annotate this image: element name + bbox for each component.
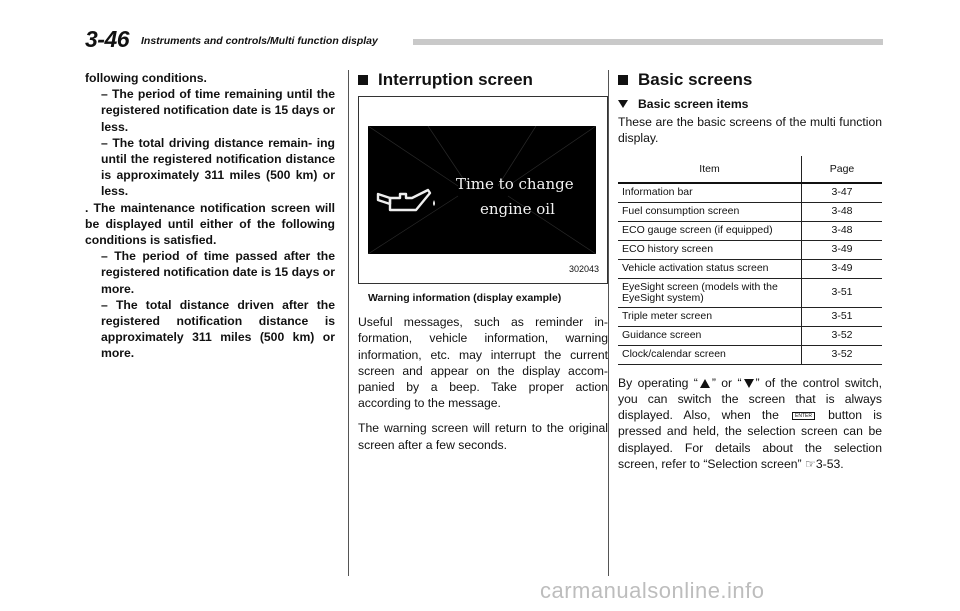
- operation-text-part: By operating “: [618, 375, 698, 390]
- section-title: Instruments and controls/Multi function display: [141, 35, 378, 47]
- screen-message-line2: engine oil: [480, 200, 555, 218]
- table-row: [618, 326, 882, 345]
- table-row: [618, 221, 882, 240]
- operation-text-part: ” of the control switch, you can switch the screen that is always displayed. Also, when the: [618, 375, 882, 423]
- lead-text: following conditions.: [85, 71, 207, 85]
- down-arrow-icon: [744, 379, 754, 388]
- row-item: Clock/calendar screen: [618, 345, 802, 364]
- display-screen: [368, 126, 596, 254]
- row-item: Fuel consumption screen: [618, 202, 802, 221]
- column-header-page: Page: [802, 156, 883, 183]
- basic-screens-table: [618, 156, 882, 365]
- intro-text: These are the basic screens of the multi function display.: [618, 115, 882, 146]
- table-row: [618, 202, 882, 221]
- row-page: 3-52: [802, 345, 883, 364]
- up-arrow-icon: [700, 379, 710, 388]
- table-row: [618, 240, 882, 259]
- condition-item: – The period of time remaining until the registered notification date is 15 days or less.: [101, 87, 335, 134]
- screen-message-line1: Time to change: [456, 175, 574, 193]
- operation-text: [618, 375, 882, 472]
- row-page: 3-48: [802, 221, 883, 240]
- column-left: [85, 70, 335, 362]
- enter-button-icon: ENTER: [792, 412, 815, 420]
- table-row: [618, 307, 882, 326]
- row-item: Vehicle activation status screen: [618, 259, 802, 278]
- watermark: carmanualsonline.info: [540, 578, 765, 603]
- square-bullet-icon: [358, 75, 368, 85]
- square-bullet-icon: [618, 75, 628, 85]
- page-header: [85, 26, 881, 56]
- figure-caption: Warning information (display example): [368, 292, 562, 304]
- heading-text: Interruption screen: [378, 70, 533, 89]
- table-row: [618, 183, 882, 203]
- row-item: Triple meter screen: [618, 307, 802, 326]
- triangle-bullet-icon: [618, 100, 628, 108]
- row-page: 3-49: [802, 259, 883, 278]
- paragraph: The warning screen will return to the original screen after a few seconds.: [358, 421, 608, 452]
- column-header-item: Item: [618, 156, 802, 183]
- table-row: [618, 345, 882, 364]
- oil-can-icon: [374, 186, 444, 220]
- condition-item: – The total driving distance remain- ing until the registered notification distance is approximately 311 miles (500 km) or less.: [101, 135, 335, 199]
- operation-text-part: ” or “: [711, 375, 742, 390]
- figure-code: 302043: [568, 263, 599, 274]
- interruption-heading: [358, 70, 608, 90]
- row-page: 3-48: [802, 202, 883, 221]
- paragraph: Useful messages, such as reminder in- formation, vehicle information, warning information, etc. may interrupt the current screen and appear on the display accom- panied by a beep. Take proper action according to the message.: [358, 315, 608, 411]
- display-figure: [358, 96, 608, 284]
- subheading: [618, 96, 882, 112]
- column-right: [618, 70, 882, 481]
- row-page: 3-52: [802, 326, 883, 345]
- heading-text: Basic screens: [638, 70, 753, 89]
- subheading-text: Basic screen items: [638, 97, 749, 111]
- row-page: 3-51: [802, 307, 883, 326]
- condition-item: – The total distance driven after the registered notification distance is approximately 311 miles (500 km) or more.: [101, 297, 335, 361]
- column-divider-1: [348, 70, 349, 576]
- operation-text-part: button is pressed and held, the selection screen can be displayed. For details about the selection screen, refer to “Selection screen”: [618, 408, 883, 471]
- row-page: 3-51: [802, 278, 883, 307]
- page-reference: ☞3-53.: [804, 456, 844, 471]
- header-rule: [413, 39, 883, 45]
- page-number: 3-46: [85, 26, 130, 52]
- table-row: [618, 278, 882, 307]
- row-item: Guidance screen: [618, 326, 802, 345]
- bullet-item: . The maintenance notification screen will be displayed until either of the following conditions is satisfied.: [85, 200, 335, 248]
- condition-item: – The period of time passed after the registered notification date is 15 days or more.: [101, 249, 335, 296]
- column-middle: [358, 70, 608, 462]
- row-item: EyeSight screen (models with the EyeSight system): [618, 278, 802, 307]
- row-page: 3-47: [802, 183, 883, 203]
- table-row: [618, 259, 882, 278]
- row-item: Information bar: [618, 183, 802, 203]
- row-page: 3-49: [802, 240, 883, 259]
- row-item: ECO history screen: [618, 240, 802, 259]
- row-item: ECO gauge screen (if equipped): [618, 221, 802, 240]
- column-divider-2: [608, 70, 609, 576]
- basic-screens-heading: [618, 70, 882, 90]
